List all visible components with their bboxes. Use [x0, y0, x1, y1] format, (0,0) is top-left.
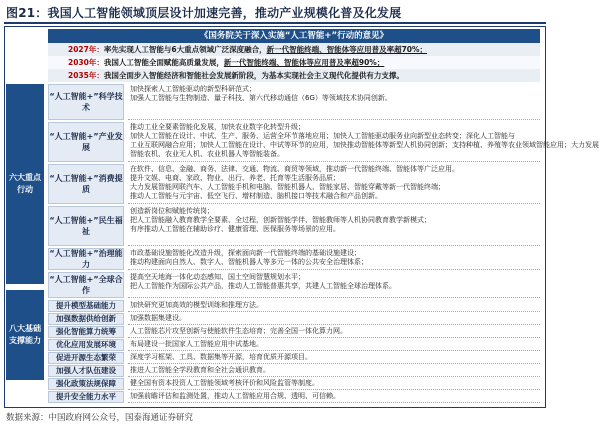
text-line: 推动构建面向自然人、数字人、智能机器人等多元一体的公共安全治理体系；: [130, 258, 368, 266]
text-line: 加快人工智能在设计、中试、生产、服务、运营全环节落地应用；加快人工智能驱动服务业向新型业态转变；深化人工智能与: [130, 132, 515, 140]
capability-model: 提升模型基础能力: [48, 300, 124, 312]
category-text-governance: [128, 248, 540, 270]
goal-row-2030: [48, 56, 540, 69]
goal-year: 2035年：: [68, 71, 104, 80]
goal-row-2035: [48, 69, 540, 82]
figure-title: 图21：我国人工智能领域顶层设计加速完善，推动产业规模化普及化发展: [6, 6, 402, 20]
capability-text-model: 加快研究更加高效的模型训练和推理方法。: [128, 300, 540, 312]
category-governance: “人工智能+”治理能力: [49, 249, 123, 269]
text-line: 在软件、信息、金融、商务、法律、交通、物流、商贸等领域，推动新一代智能终端、智能体等广泛应用。: [130, 165, 459, 173]
text-line: 加快探索人工智能驱动的新型科研范式；: [130, 85, 256, 93]
text-line: 智能农机、农业无人机、农业机器人等智能装备。: [130, 150, 284, 158]
text-line: 市政基础设施智能化改造升级，探索面向新一代智能终端的基础设施建设；: [130, 249, 361, 257]
goal-text: 我国人工智能全面赋能高质量发展，: [103, 58, 224, 67]
text-line: 把人工智能作为国际公共产品，推动人工智能普惠共享，共建人工智能全球治理体系。: [130, 282, 396, 290]
capability-compute: 强化智能算力统筹: [48, 326, 124, 338]
goal-text: 率先实现人工智能与6大重点领域广泛深度融合，: [103, 45, 267, 54]
category-text-global-cooperation: [128, 272, 540, 298]
category-science-tech: “人工智能+”科学技术: [48, 84, 124, 120]
text-line: 加强人工智能与生物制造、量子科技、第六代移动通信（6G）等领域技术协同创新。: [130, 94, 392, 102]
capability-text-talent: 推进人工智能全学段教育和全社会通识教育。: [128, 365, 540, 377]
text-line: 创造新岗位和赋能传统岗；: [130, 207, 214, 215]
capability-text-environment: 布局建设一批国家人工智能应用中试基地。: [128, 339, 540, 351]
capability-environment: 优化应用发展环境: [48, 339, 124, 351]
capability-open-source: 促进开源生态繁荣: [48, 352, 124, 364]
side-label-key-actions: 六大重点行动: [6, 84, 44, 284]
policy-banner: 《国务院关于深入实施“人工智能+”行动的意见》: [48, 29, 540, 43]
category-global-cooperation: “人工智能+”全球合作: [48, 272, 124, 298]
text-line: 工业互联网融合应用；加快人工智能在设计、中试等环节的应用，加快推动智能体等新型人机协同创新；支持种植、养殖等农业领域智能应用；大力发展: [130, 141, 599, 149]
data-source: 数据来源：中国政府网公众号，国泰海通证券研究: [6, 413, 194, 423]
capability-text-security: 加强前瞻评估和监测处置，推动人工智能应用合规、透明、可信赖。: [128, 391, 540, 403]
goal-emphasis: 新一代智能终端、智能体等应用普及率超90%；: [223, 58, 385, 67]
goal-emphasis: 新一代智能终端、智能体等应用普及率超70%；: [266, 45, 428, 54]
capability-text-data: 加强数据集建设。: [128, 313, 540, 325]
capability-text-policy: 健全国有资本投资人工智能领域考核评价和风险监管等制度。: [128, 378, 540, 390]
category-text-livelihood: [128, 206, 540, 246]
capability-talent: 加强人才队伍建设: [48, 365, 124, 377]
category-consumption: “人工智能+”消费提质: [48, 164, 124, 204]
goal-year: 2030年：: [68, 58, 104, 67]
text-line: 推动工业全要素智能化发展，加快农业数字化转型升级；: [130, 123, 305, 131]
capability-security: 提升安全能力水平: [48, 391, 124, 403]
category-industry: “人工智能+”产业发展: [48, 122, 124, 162]
text-line: 把人工智能融入教育教学全要素、全过程，创新智能学伴、智能教师等人机协同教育教学新模式；: [130, 216, 431, 224]
side-label-foundation: 八大基础支撑能力: [6, 290, 44, 380]
title-divider: [4, 22, 546, 24]
category-text-industry: [128, 122, 599, 162]
goal-year: 2027年：: [68, 45, 104, 54]
category-text-consumption: [128, 164, 540, 204]
text-line: 大力发展智能网联汽车、人工智能手机和电脑、智能机器人、智能家居、智能穿戴等新一代智能终端；: [130, 183, 445, 191]
capability-text-open-source: 深度学习框架、工具、数据集等开源，培育优质开源项目。: [128, 352, 540, 364]
capability-data: 加强数据供给创新: [48, 313, 124, 325]
capability-policy: 强化政策法规保障: [48, 378, 124, 390]
text-line: 推动人工智能与元宇宙、低空飞行、增材制造、脑机接口等技术融合和产品创新。: [130, 192, 382, 200]
category-text-science-tech: [128, 84, 540, 120]
text-line: 有序推动人工智能在辅助诊疗、健康管理、医保服务等场景的应用。: [130, 225, 340, 233]
text-line: 提升文娱、电商、家政、物业、出行、养老、托育等生活服务品质；: [130, 174, 340, 182]
capability-text-compute: 人工智能芯片攻坚创新与使能软件生态培育；完善全国一体化算力网。: [128, 326, 540, 338]
text-line: 提高空天地海一体化动态感知、国土空间智慧规划水平；: [130, 273, 305, 281]
goal-text: 我国全面步入智能经济和智能社会发展新阶段，为基本实现社会主义现代化提供有力支撑。: [103, 71, 404, 80]
goal-row-2027: [48, 43, 540, 56]
category-livelihood: “人工智能+”民生福祉: [48, 206, 124, 246]
